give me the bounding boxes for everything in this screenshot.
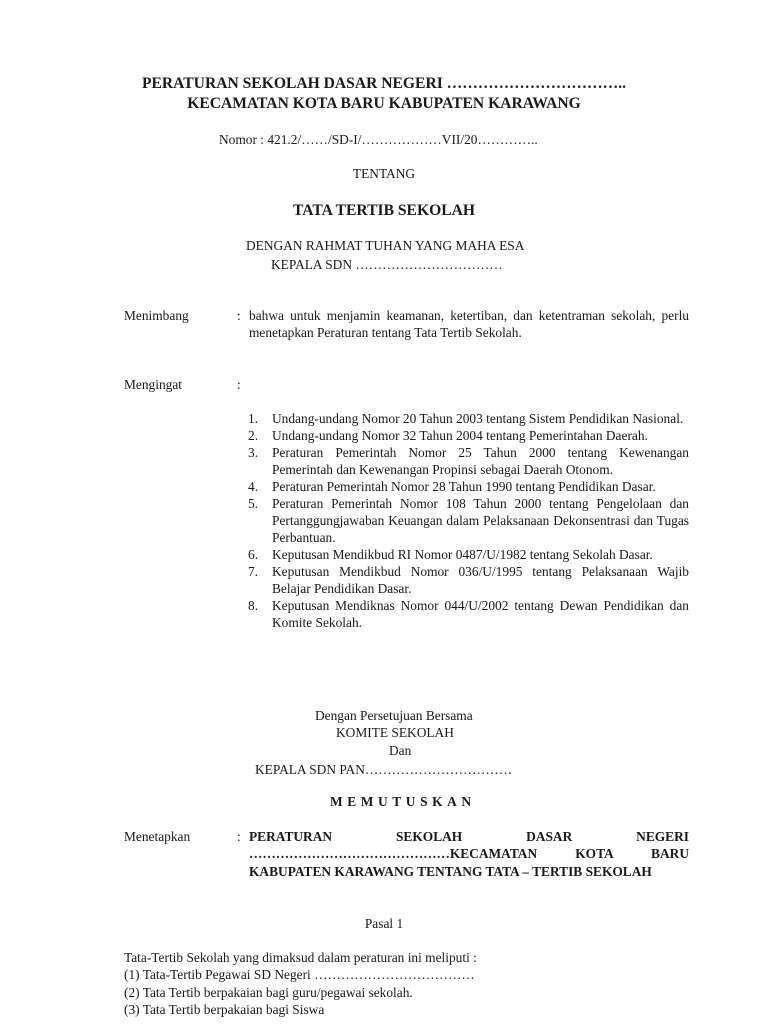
menimbang-colon: :: [237, 308, 241, 323]
document-title-line2: KECAMATAN KOTA BARU KABUPATEN KARAWANG: [187, 95, 581, 112]
persetujuan-line4: KEPALA SDN PAN……………………………: [255, 762, 513, 777]
memutuskan-heading: MEMUTUSKAN: [330, 794, 476, 809]
kepala-line: KEPALA SDN ……………………………: [271, 257, 503, 272]
list-item: 3. Peraturan Pemerintah Nomor 25 Tahun 2000 tentang Kewenangan Pemerintah dan Kewenangan Propinsi sebagai Daerah Otonom.: [248, 445, 689, 477]
list-item: 6. Keputusan Mendikbud RI Nomor 0487/U/1982 tentang Sekolah Dasar.: [248, 547, 653, 562]
tentang-label: TENTANG: [352, 166, 416, 181]
document-title-line1: PERATURAN SEKOLAH DASAR NEGERI ……………………………..: [141, 75, 627, 92]
mengingat-list: [248, 410, 689, 631]
pasal-item-1: (1) Tata-Tertib Pegawai SD Negeri ………………………………: [124, 967, 475, 982]
mengingat-label: Mengingat: [124, 377, 183, 392]
list-item: 5. Peraturan Pemerintah Nomor 108 Tahun 2000 tentang Pengelolaan dan Pertanggungjawaban Keuangan dalam Pelaksanaan Dekonsentrasi dan Tugas Perbantuan.: [248, 496, 689, 545]
persetujuan-line3: Dan: [389, 743, 412, 758]
rahmat-line: DENGAN RAHMAT TUHAN YANG MAHA ESA: [246, 238, 525, 253]
list-item: 4. Peraturan Pemerintah Nomor 28 Tahun 1990 tentang Pendidikan Dasar.: [248, 479, 656, 494]
list-item: 8. Keputusan Mendiknas Nomor 044/U/2002 tentang Dewan Pendidikan dan Komite Sekolah.: [248, 598, 689, 630]
pasal-intro: Tata-Tertib Sekolah yang dimaksud dalam peraturan ini meliputi :: [124, 950, 477, 965]
menetapkan-text: PERATURAN SEKOLAH DASAR NEGERI ………………………………………KECAMATAN KOTA BARU KABUPATEN KARAWANG TENTANG TATA – TERTIB SEKOLAH: [249, 829, 689, 879]
mengingat-colon: :: [237, 377, 241, 392]
document-number: Nomor : 421.2/……/SD-I/………………VII/20…………..: [219, 132, 538, 147]
list-item: 7. Keputusan Mendikbud Nomor 036/U/1995 tentang Pelaksanaan Wajib Belajar Pendidikan Dasar.: [248, 564, 689, 596]
list-item: 1. Undang-undang Nomor 20 Tahun 2003 tentang Sistem Pendidikan Nasional.: [248, 411, 684, 426]
document-subject: TATA TERTIB SEKOLAH: [292, 202, 475, 219]
menetapkan-colon: :: [237, 829, 241, 844]
list-item: 2. Undang-undang Nomor 32 Tahun 2004 tentang Pemerintahan Daerah.: [248, 428, 648, 443]
menetapkan-label: Menetapkan: [124, 829, 191, 844]
persetujuan-line2: KOMITE SEKOLAH: [336, 725, 454, 740]
pasal-item-3: (3) Tata Tertib berpakaian bagi Siswa: [124, 1002, 325, 1017]
menimbang-text: bahwa untuk menjamin keamanan, ketertiban, dan ketentraman sekolah, perlu menetapkan Peraturan tentang Tata Tertib Sekolah.: [249, 308, 689, 340]
menimbang-label: Menimbang: [124, 308, 189, 323]
pasal-item-2: (2) Tata Tertib berpakaian bagi guru/pegawai sekolah.: [124, 985, 413, 1000]
persetujuan-line1: Dengan Persetujuan Bersama: [315, 708, 473, 723]
pasal-title: Pasal 1: [364, 916, 404, 931]
